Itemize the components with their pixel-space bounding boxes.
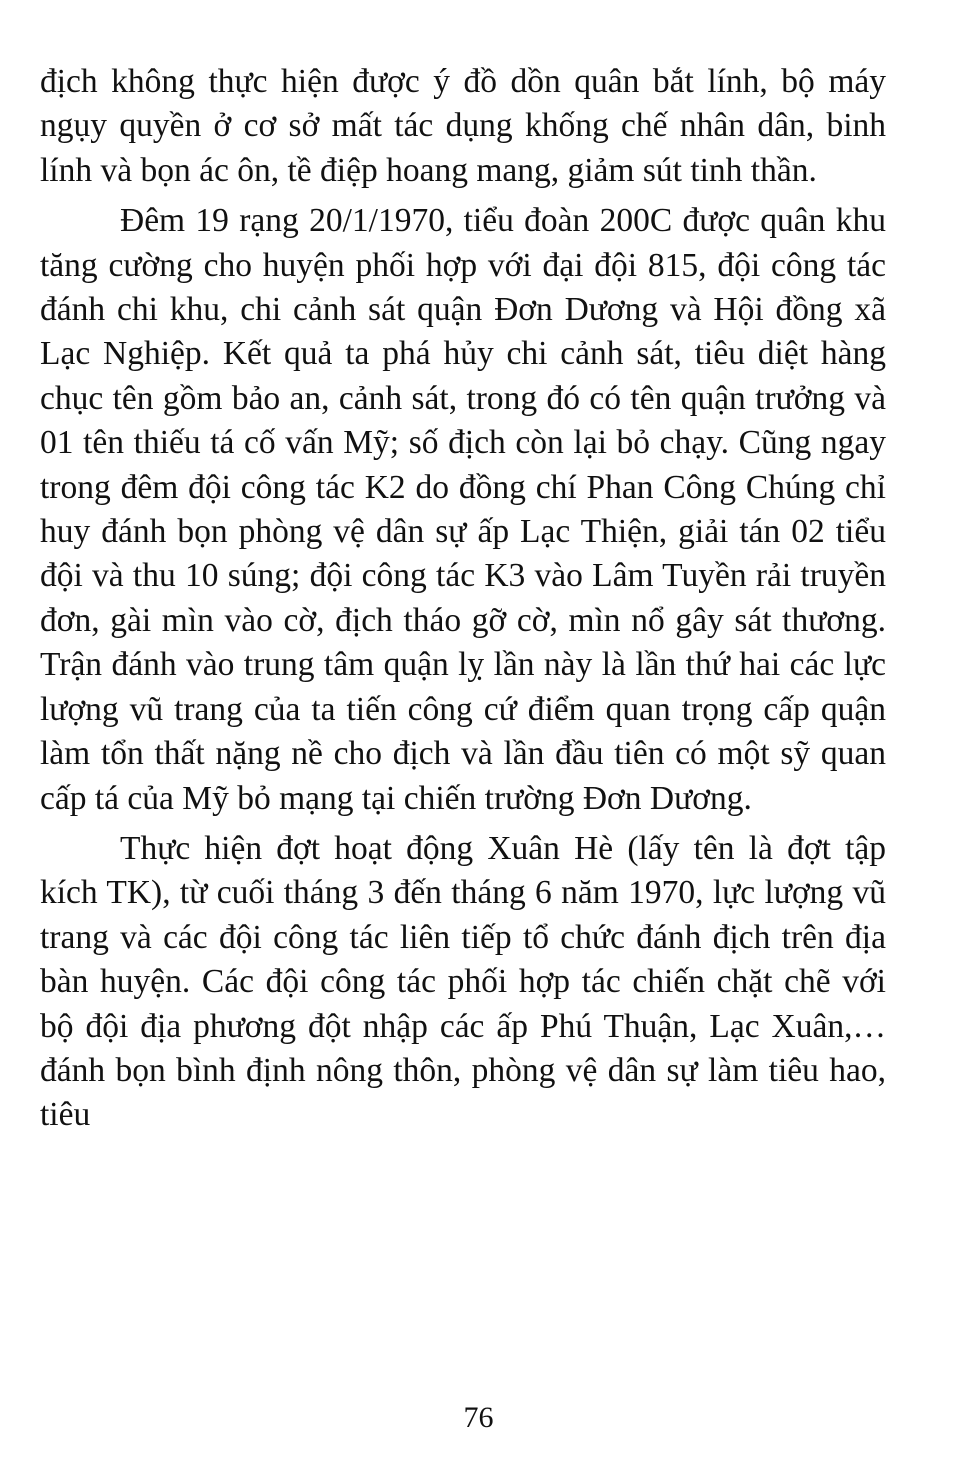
page-number: 76 xyxy=(463,1401,494,1434)
paragraph-night-attack: Đêm 19 rạng 20/1/1970, tiểu đoàn 200C được quân khu tăng cường cho huyện phối hợp với đại đội 815, đội công tác đánh chi khu, chi cảnh sát quận Đơn Dương và Hội đồng xã Lạc Nghiệp. Kết quả ta phá hủy chi cảnh sát, tiêu diệt hàng chục tên gồm bảo an, cảnh sát, trong đó có tên quận trưởng và 01 tên thiếu tá cố vấn Mỹ; số địch còn lại bỏ chạy. Cũng ngay trong đêm đội công tác K2 do đồng chí Phan Công Chúng chỉ huy đánh bọn phòng vệ dân sự ấp Lạc Thiện, giải tán 02 tiểu đội và thu 10 súng; đội công tác K3 vào Lâm Tuyền rải truyền đơn, gài mìn vào cờ, địch tháo gỡ cờ, mìn nổ gây sát thương. Trận đánh vào trung tâm quận lỵ lần này là lần thứ hai các lực lượng vũ trang của ta tiến công cứ điểm quan trọng cấp quận làm tổn thất nặng nề cho địch và lần đầu tiên có một sỹ quan cấp tá của Mỹ bỏ mạng tại chiến trường Đơn Dương. xyxy=(40,202,886,817)
paragraph-spring-summer-campaign: Thực hiện đợt hoạt động Xuân Hè (lấy tên là đợt tập kích TK), từ cuối tháng 3 đến tháng 6 năm 1970, lực lượng vũ trang và các đội công tác liên tiếp tổ chức đánh địch trên địa bàn huyện. Các đội công tác phối hợp tác chiến chặt chẽ với bộ đội địa phương đột nhập các ấp Phú Thuận, Lạc Xuân,…đánh bọn bình định nông thôn, phòng vệ dân sự làm tiêu hao, tiêu xyxy=(40,829,886,1134)
body-text xyxy=(40,60,886,1144)
paragraph-continuation: địch không thực hiện được ý đồ dồn quân bắt lính, bộ máy ngụy quyền ở cơ sở mất tác dụng khống chế nhân dân, binh lính và bọn ác ôn, tề điệp hoang mang, giảm sút tinh thần. xyxy=(40,63,886,189)
